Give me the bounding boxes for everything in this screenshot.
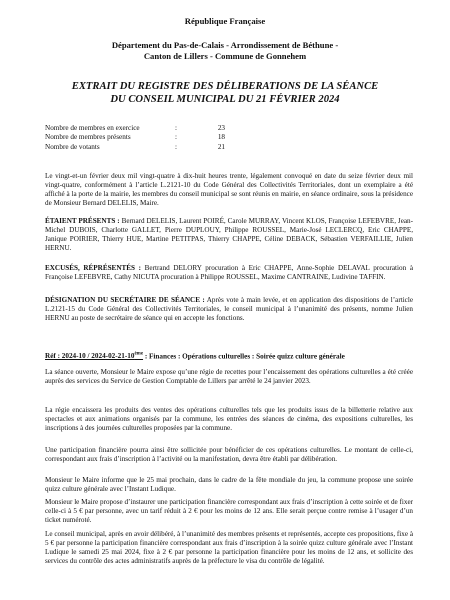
deliberation-reference (45, 352, 413, 360)
count-row-presents (45, 133, 225, 142)
count-colon: : (175, 142, 177, 151)
excuses-paragraph (45, 264, 413, 282)
secretaire-paragraph (45, 296, 413, 323)
document-title (0, 80, 450, 106)
reference-number (45, 352, 143, 360)
body-paragraph-3: Une participation financière pourra ainsi être sollicitée pour bénéficier de ces opérations culturelles. Le montant de celle-ci, correspondant aux frais d’inscription à l’activité ou la manifestation, devra être établi par délibération. (45, 446, 413, 463)
department-line-1: Département du Pas-de-Calais - Arrondissement de Béthune - (111, 40, 339, 50)
count-row-exercice (45, 124, 225, 133)
presents-text: Bernard DELELIS, Laurent POIRÉ, Carole MURRAY, Vincent KLOS, Françoise LEFEBVRE, Jean-Michel DUBOIS, Charlotte GALLET, Pierre DUPLOUY, Philippe ROUSSEL, Marie-José LECLERCQ, Eric CHAPPE, Janique POIRIER, Thierry HUE, Martine PETITPAS, Thierry CHAPPE, Céline DEBACK, Sébastien VERFAILLIE, Julien HERNU. (45, 217, 413, 252)
presents-label: ÉTAIENT PRÉSENTS : (45, 217, 120, 225)
presents-paragraph (45, 217, 413, 252)
reference-title: : Finances : Opérations culturelles : Soirée quizz culture générale (143, 352, 345, 361)
count-value: 23 (217, 124, 225, 132)
department-line-2: Canton de Lillers - Commune de Gonnehem (143, 51, 307, 61)
count-value: 21 (217, 142, 225, 151)
count-value: 18 (217, 133, 225, 142)
reference-superscript: ème (134, 352, 144, 357)
body-paragraph-6: Le conseil municipal, après en avoir délibéré, à l’unanimité des membres présents et représentés, accepte ces propositions, fixe à 5 € par personne la participation financière correspondant aux frais d’inscription à la soirée quizz culture générale avec l’Instant Ludique le samedi 25 mai 2024, fixe à 2 € par personne la participation financière pour les moins de 12 ans, et sollicite des services du contrôle des actes administratifs auprès de la préfecture le visa du contrôle de légalité. (45, 530, 413, 565)
member-counts (45, 124, 225, 152)
count-colon: : (175, 124, 177, 132)
body-paragraph-4: Monsieur le Maire informe que le 25 mai prochain, dans le cadre de la fête mondiale du jeu, la commune propose une soirée quizz culture générale avec l’Instant Ludique. (45, 476, 413, 493)
department-header (0, 40, 450, 62)
count-label: Nombre de membres en exercice (45, 124, 140, 132)
title-line-1: EXTRAIT DU REGISTRE DES DÉLIBERATIONS DE LA SÉANCE (71, 81, 379, 92)
excuses-label: EXCUSÉS, RÉPRÉSENTÉS : (45, 264, 142, 272)
count-row-votants (45, 143, 225, 152)
count-colon: : (175, 133, 177, 142)
count-label: Nombre de votants (45, 142, 100, 151)
body-paragraph-5: Monsieur le Maire propose d’instaurer une participation financière correspondant aux frais d’inscription à cette soirée et de fixer celle-ci à 5 € par personne, avec un tarif réduit à 2 € pour les moins de 12 ans. Elle serait perçue contre remise à l’usager d’un ticket numéroté. (45, 498, 413, 524)
intro-paragraph: Le vingt-et-un février deux mil vingt-quatre à dix-huit heures trente, légalement convoqué en date du seize février deux mil vingt-quatre, conformément à l’article L.2121-10 du Code Général des Collectivités Territoriales, dont un exemplaire a été affiché à la porte de la mairie, les membres du conseil municipal se sont réunis en mairie, en séance ordinaire, sous la présidence de Monsieur Bernard DELELIS, Maire. (45, 172, 413, 207)
excuses-text: Bertrand DELORY procuration à Eric CHAPPE, Anne-Sophie DELAVAL procuration à Françoise LEFEBVRE, Cathy NICUTA procuration à Philippe ROUSSEL, Maxime CANTRAINE, Ludivine TAFFIN. (45, 264, 413, 281)
count-label: Nombre de membres présents (45, 133, 131, 142)
title-line-2: DU CONSEIL MUNICIPAL DU 21 FÉVRIER 2024 (110, 94, 340, 105)
republique-header: République Française (184, 16, 266, 26)
body-paragraph-1: La séance ouverte, Monsieur le Maire expose qu’une régie de recettes pour l’encaissement des opérations culturelles a été créée auprès des services du Service de Gestion Comptable de Lillers par arrêté le 24 janvier 2023. (45, 368, 413, 385)
secretaire-label: DÉSIGNATION DU SECRÉTAIRE DE SÉANCE : (45, 296, 205, 304)
reference-code: Réf : 2024-10 / 2024-02-21-10 (45, 352, 135, 361)
secretaire-text: Après vote à main levée, et en application des dispositions de l’article L.2121-15 du Code Général des Collectivités Territoriales, le conseil municipal à l’unanimité des présents, nomme Julien HERNU au poste de secrétaire de séance qui en accepte les fonctions. (45, 296, 413, 322)
body-paragraph-2: La régie encaissera les produits des ventes des opérations culturelles tels que les produits issus de la billetterie relative aux spectacles et aux animations organisés par la commune, les entrées des séances de cinéma, des expositions culturelles, les inscriptions à des journées culturelles proposées par la commune. (45, 406, 413, 432)
